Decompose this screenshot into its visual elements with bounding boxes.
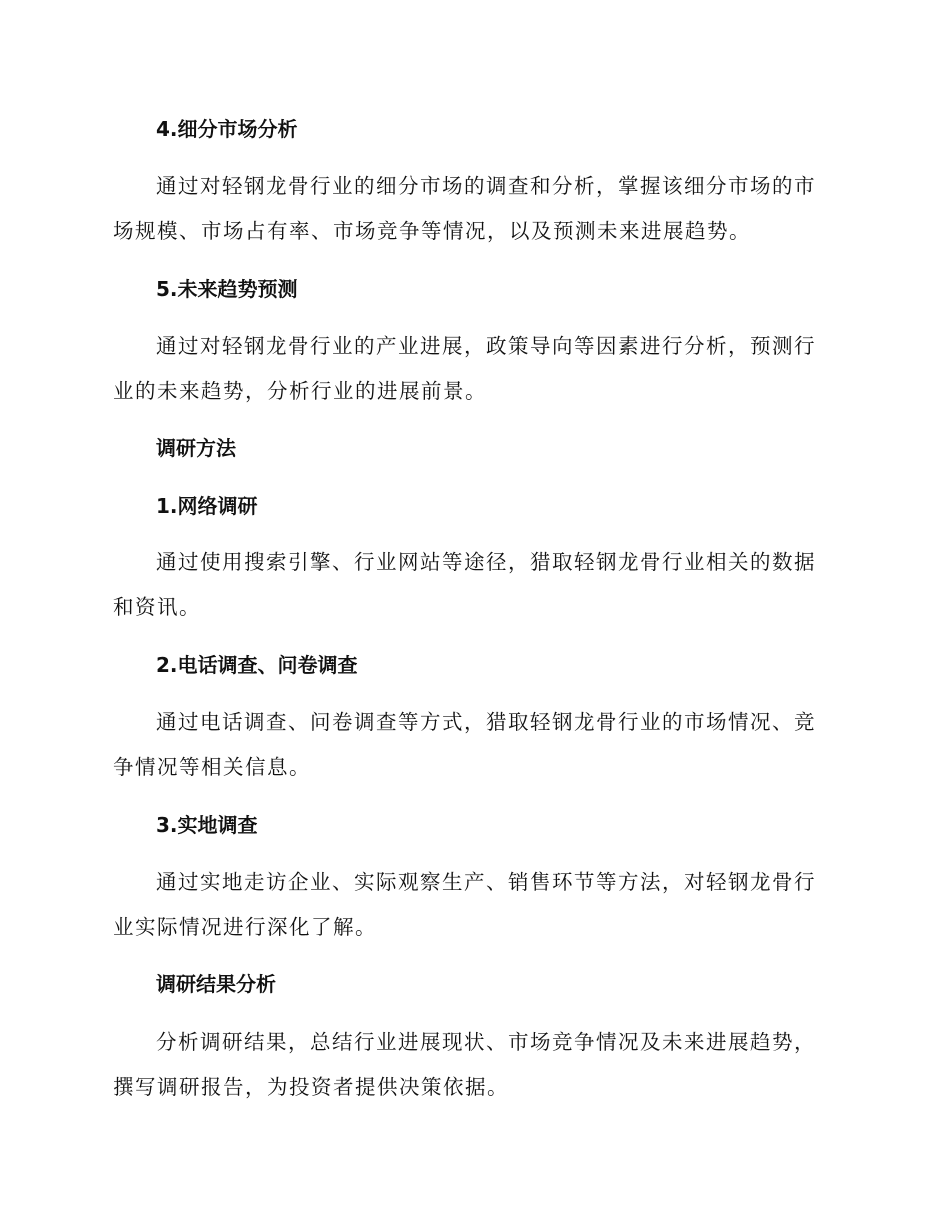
section-heading-research-methods: 调研方法 xyxy=(156,436,236,460)
section-heading-field-survey: 3.实地调查 xyxy=(156,813,258,837)
section-heading-results-analysis: 调研结果分析 xyxy=(156,972,276,996)
section-paragraph-phone-survey: 通过电话调查、问卷调查等方式，猎取轻钢龙骨行业的市场情况、竞争情况等相关信息。 xyxy=(113,710,816,779)
section-heading-future-trend: 5.未来趋势预测 xyxy=(156,277,298,301)
section-paragraph-field-survey: 通过实地走访企业、实际观察生产、销售环节等方法，对轻钢龙骨行业实际情况进行深化了解。 xyxy=(113,870,816,939)
section-paragraph-future-trend: 通过对轻钢龙骨行业的产业进展，政策导向等因素进行分析，预测行业的未来趋势，分析行业的进展前景。 xyxy=(113,334,816,403)
section-paragraph-web-research: 通过使用搜索引擎、行业网站等途径，猎取轻钢龙骨行业相关的数据和资讯。 xyxy=(113,550,816,619)
section-paragraph-market-segment: 通过对轻钢龙骨行业的细分市场的调查和分析，掌握该细分市场的市场规模、市场占有率、市场竞争等情况，以及预测未来进展趋势。 xyxy=(113,174,816,243)
section-paragraph-results-analysis: 分析调研结果，总结行业进展现状、市场竞争情况及未来进展趋势，撰写调研报告，为投资者提供决策依据。 xyxy=(113,1030,816,1099)
section-heading-web-research: 1.网络调研 xyxy=(156,494,258,518)
section-heading-market-segment: 4.细分市场分析 xyxy=(156,117,298,141)
section-heading-phone-survey: 2.电话调查、问卷调查 xyxy=(156,653,358,677)
